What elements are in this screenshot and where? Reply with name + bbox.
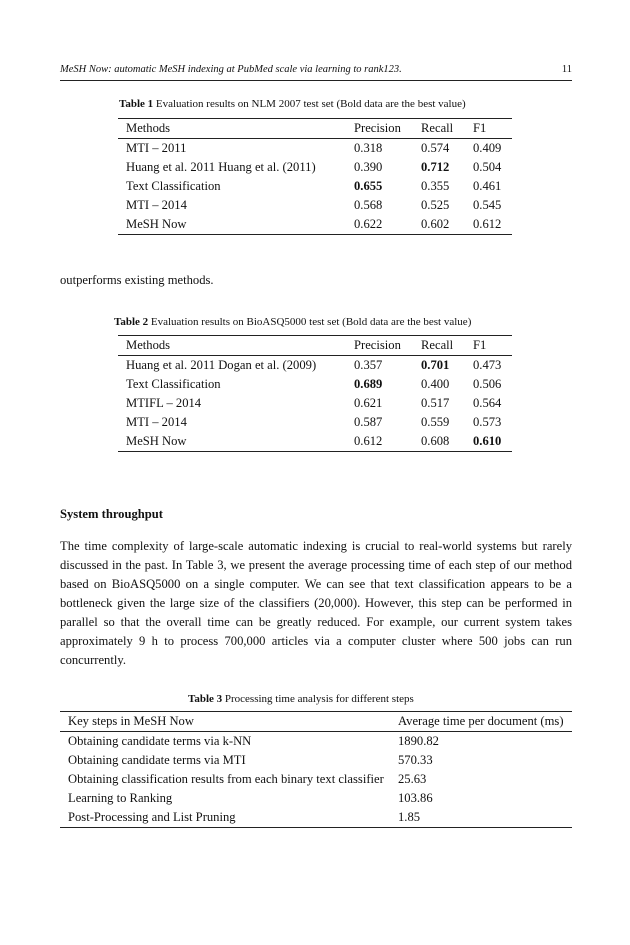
page-number: 11 (561, 64, 572, 75)
recall-cell: 0.574 (421, 141, 450, 155)
method-cell: MTI – 2014 (126, 198, 187, 212)
table-row (118, 375, 512, 394)
precision-cell: 0.621 (354, 396, 383, 410)
table1-header-f1: F1 (473, 121, 487, 135)
table2-header-methods: Methods (126, 338, 171, 352)
running-head (60, 64, 572, 81)
time-cell: 103.86 (398, 791, 433, 805)
step-cell: Obtaining classification results from each binary text classifier (68, 772, 384, 786)
table3 (60, 711, 572, 828)
table3-caption (188, 693, 414, 705)
table3-caption-text: Processing time analysis for different steps (224, 693, 414, 705)
method-cell: MeSH Now (126, 434, 187, 448)
recall-cell: 0.400 (421, 377, 450, 391)
table2 (118, 335, 512, 452)
table-row (118, 196, 512, 215)
recall-cell-best: 0.712 (421, 160, 450, 174)
table2-caption (114, 316, 471, 328)
table-row (60, 732, 572, 752)
method-cell: Huang et al. 2011 Dogan et al. (2009) (126, 358, 317, 372)
table2-caption-text: Evaluation results on BioASQ5000 test set (Bold data are the best value) (150, 316, 472, 328)
table-row (118, 177, 512, 196)
table1-header-precision: Precision (354, 121, 401, 135)
table2-header-f1: F1 (473, 338, 487, 352)
recall-cell: 0.517 (421, 396, 450, 410)
f1-cell: 0.573 (473, 415, 502, 429)
recall-cell: 0.525 (421, 198, 450, 212)
table1 (118, 118, 512, 235)
table1-header-row (118, 119, 512, 139)
step-cell: Post-Processing and List Pruning (68, 810, 236, 824)
time-cell: 25.63 (398, 772, 427, 786)
running-head-title: MeSH Now: automatic MeSH indexing at PubMed scale via learning to rank123. (60, 64, 402, 75)
method-cell: MeSH Now (126, 217, 187, 231)
table-row (118, 158, 512, 177)
table-row (118, 432, 512, 452)
method-cell: Huang et al. 2011 Huang et al. (2011) (126, 160, 316, 174)
table2-label: Table 2 (114, 316, 149, 328)
table-row (118, 139, 512, 159)
table1-header-recall: Recall (421, 121, 454, 135)
f1-cell: 0.545 (473, 198, 502, 212)
table1-caption (119, 98, 466, 110)
table-row (60, 770, 572, 789)
table-row (118, 356, 512, 376)
f1-cell: 0.461 (473, 179, 502, 193)
method-cell: MTIFL – 2014 (126, 396, 202, 410)
table-row (118, 394, 512, 413)
recall-cell: 0.559 (421, 415, 450, 429)
table1-label: Table 1 (119, 98, 154, 110)
f1-cell: 0.409 (473, 141, 502, 155)
table2-header-row (118, 336, 512, 356)
recall-cell: 0.608 (421, 434, 450, 448)
table3-label: Table 3 (188, 693, 223, 705)
time-cell: 1.85 (398, 810, 421, 824)
step-cell: Obtaining candidate terms via k-NN (68, 734, 252, 748)
precision-cell: 0.587 (354, 415, 383, 429)
method-cell: MTI – 2014 (126, 415, 187, 429)
recall-cell: 0.602 (421, 217, 450, 231)
table-row (118, 215, 512, 235)
precision-cell: 0.622 (354, 217, 383, 231)
time-cell: 1890.82 (398, 734, 439, 748)
section-heading: System throughput (60, 507, 163, 521)
table2-header-recall: Recall (421, 338, 454, 352)
table3-header-row (60, 712, 572, 732)
f1-cell: 0.504 (473, 160, 502, 174)
time-cell: 570.33 (398, 753, 433, 767)
method-cell: MTI – 2011 (126, 141, 187, 155)
table-row (60, 808, 572, 828)
precision-cell: 0.612 (354, 434, 383, 448)
table-row (118, 413, 512, 432)
f1-cell: 0.506 (473, 377, 502, 391)
f1-cell-best: 0.610 (473, 434, 502, 448)
method-cell: Text Classification (126, 377, 221, 391)
recall-cell-best: 0.701 (421, 358, 450, 372)
section-body-paragraph: The time complexity of large-scale automatic indexing is crucial to real-world systems but rarely discussed in the past. In Table 3, we present the average processing time of each step of our method based on BioASQ5000 on a single computer. We can see that text classification appears to be a bottleneck given the large size of the classifiers (20,000). However, this step can be performed in parallel so that the overall time can be greatly reduced. For example, our current system takes approximately 9 h to process 700,000 articles via a computer cluster where 500 jobs can run concurrently. (60, 539, 572, 667)
precision-cell: 0.318 (354, 141, 383, 155)
table3-header-steps: Key steps in MeSH Now (68, 714, 194, 728)
table1-header-methods: Methods (126, 121, 171, 135)
precision-cell: 0.568 (354, 198, 383, 212)
f1-cell: 0.612 (473, 217, 502, 231)
table3-header-time: Average time per document (ms) (398, 714, 564, 728)
intro-paragraph: outperforms existing methods. (60, 273, 214, 287)
table1-caption-text: Evaluation results on NLM 2007 test set (Bold data are the best value) (155, 98, 466, 110)
table2-header-precision: Precision (354, 338, 401, 352)
precision-cell: 0.390 (354, 160, 383, 174)
table-row (60, 789, 572, 808)
precision-cell-best: 0.655 (354, 179, 383, 193)
table-row (60, 751, 572, 770)
f1-cell: 0.473 (473, 358, 502, 372)
step-cell: Obtaining candidate terms via MTI (68, 753, 246, 767)
method-cell: Text Classification (126, 179, 221, 193)
precision-cell: 0.357 (354, 358, 383, 372)
f1-cell: 0.564 (473, 396, 502, 410)
recall-cell: 0.355 (421, 179, 450, 193)
step-cell: Learning to Ranking (68, 791, 173, 805)
precision-cell-best: 0.689 (354, 377, 383, 391)
